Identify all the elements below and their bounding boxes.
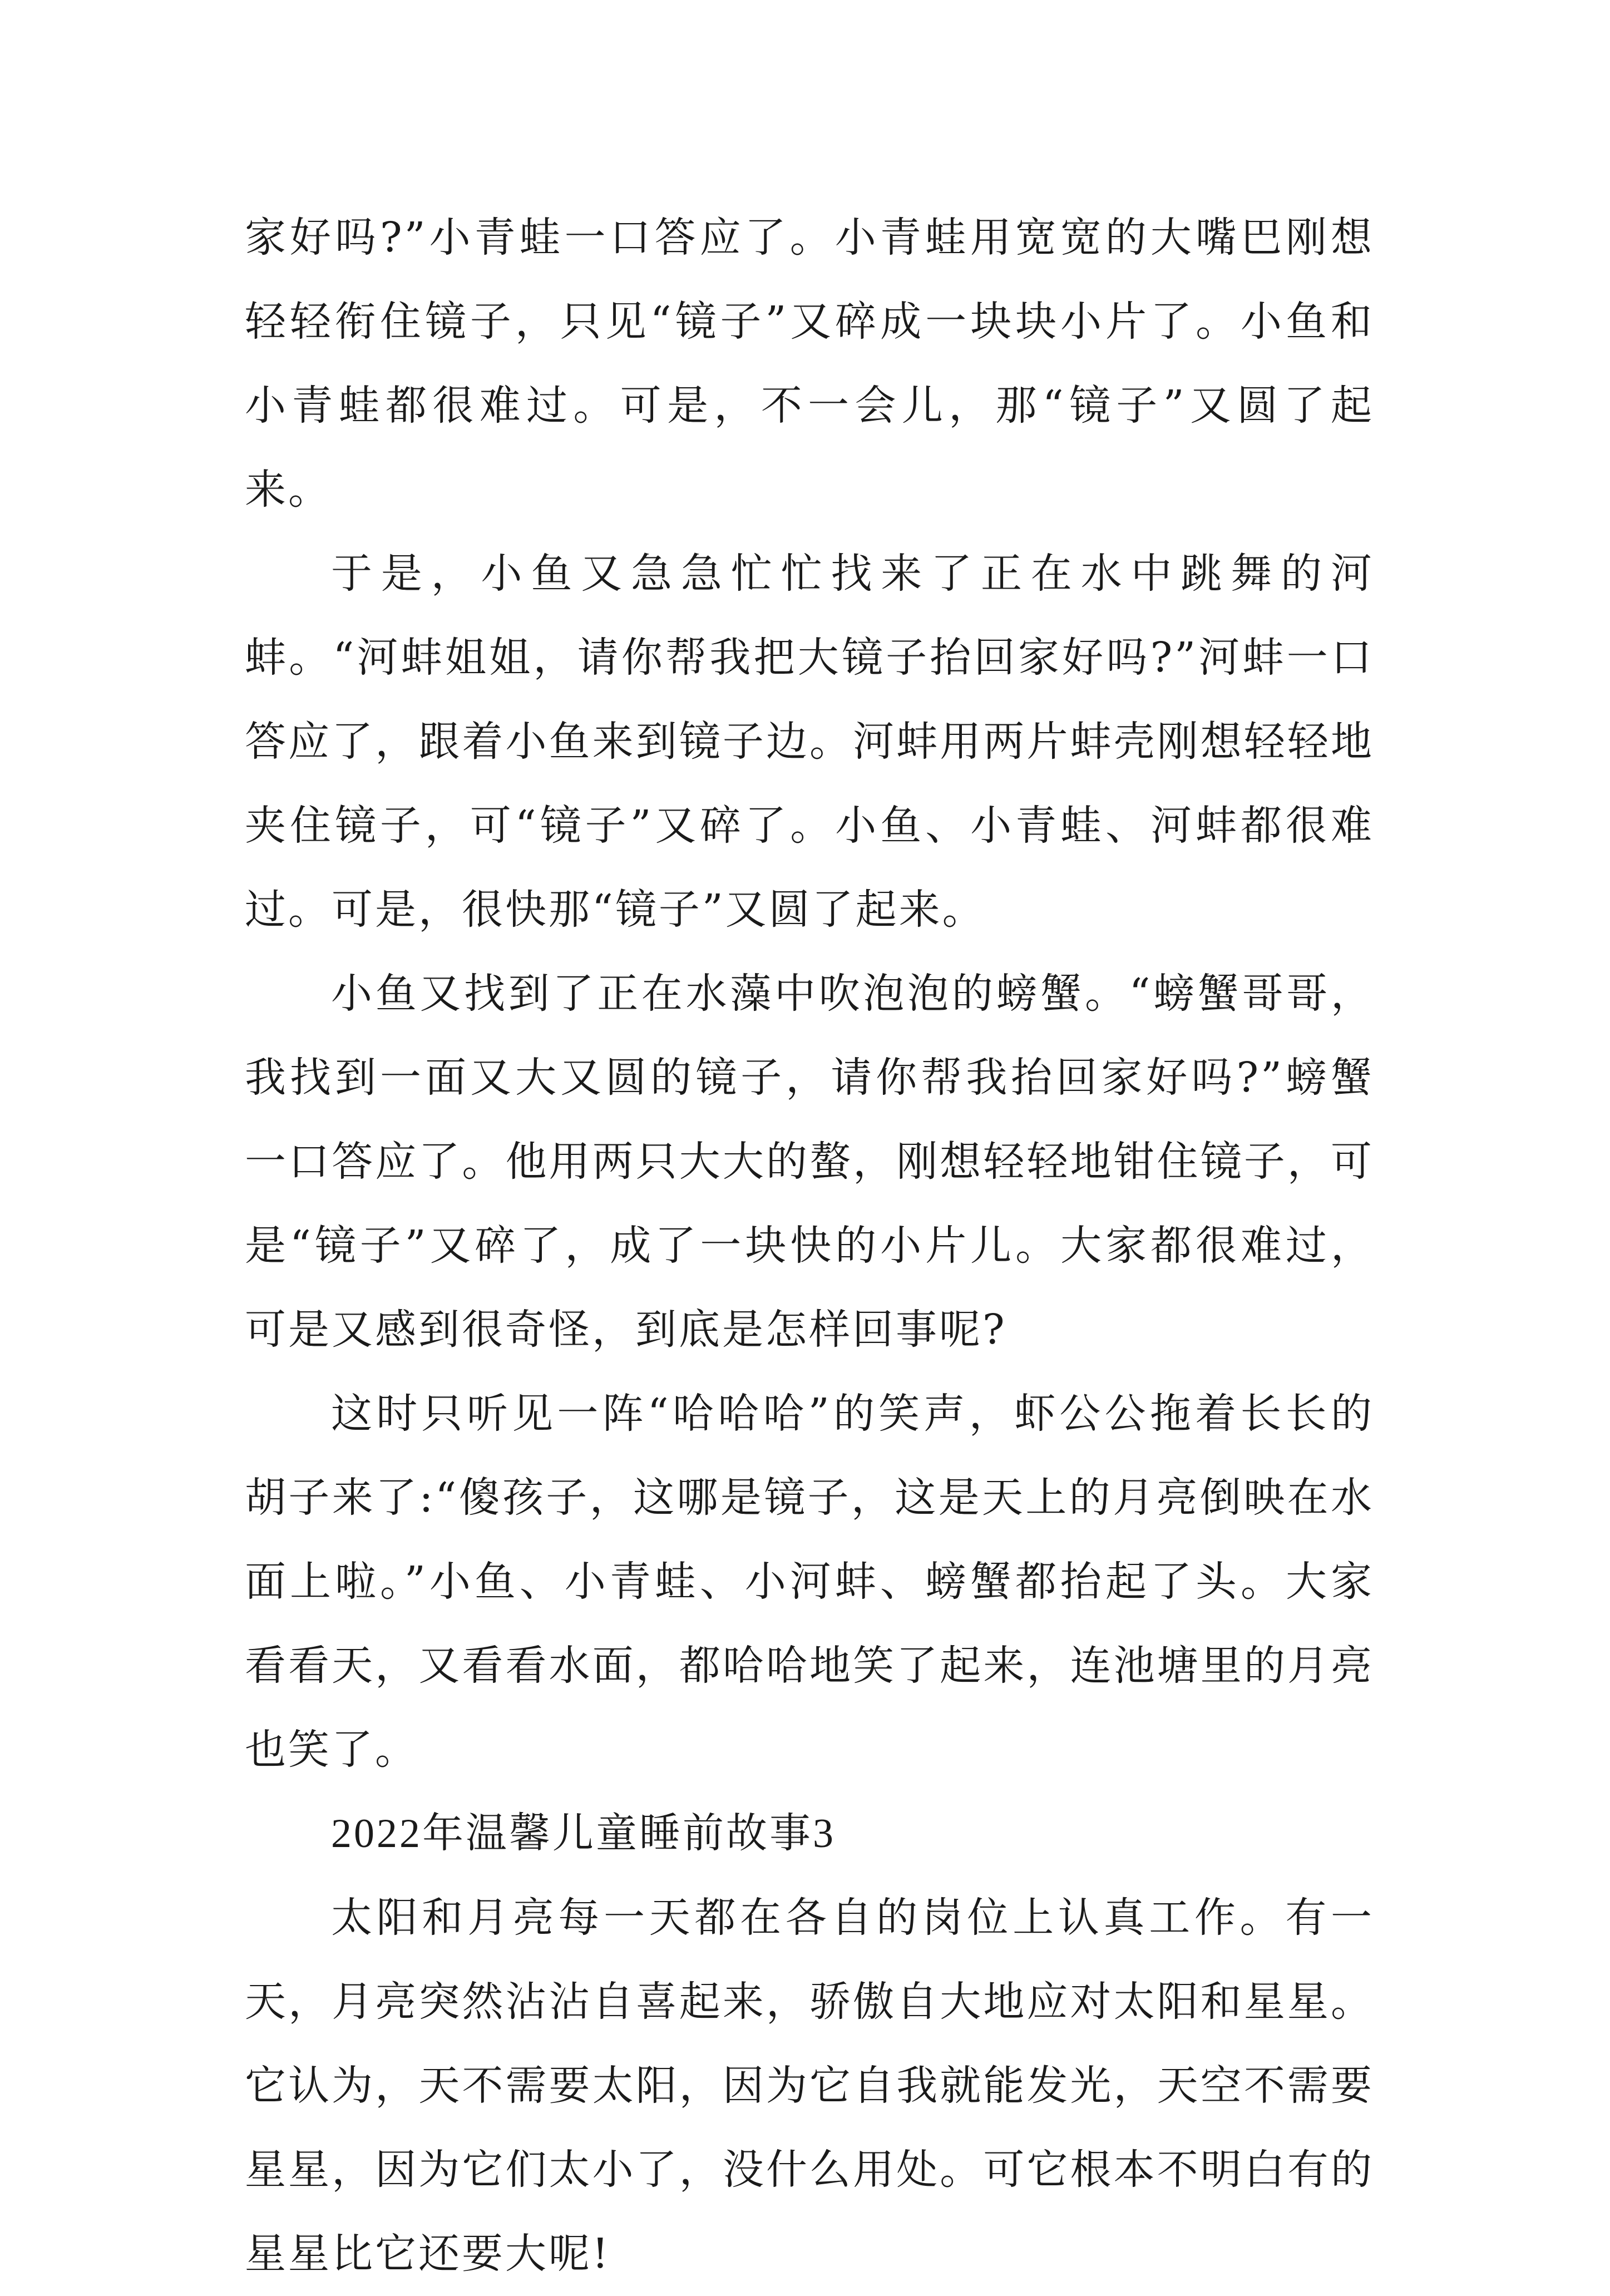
paragraph-1: 家好吗?”小青蛙一口答应了。小青蛙用宽宽的大嘴巴刚想轻轻衔住镜子，只见“镜子”又碎成一块块小片了。小鱼和小青蛙都很难过。可是，不一会儿，那“镜子”又圆了起来。: [245, 214, 1374, 513]
paragraph-5: 太阳和月亮每一天都在各自的岗位上认真工作。有一天，月亮突然沾沾自喜起来，骄傲自大地应对太阳和星星。它认为，天不需要太阳，因为它自我就能发光，天空不需要星星，因为它们太小了，没什么用处。可它根本不明白有的星星比它还要大呢!: [245, 1894, 1374, 2278]
story-heading: 2022年温馨儿童睡前故事3: [331, 1811, 836, 1856]
paragraph-4: 这时只听见一阵“哈哈哈”的笑声，虾公公拖着长长的胡子来了:“傻孩子，这哪是镜子，这是天上的月亮倒映在水面上啦。”小鱼、小青蛙、小河蚌、螃蟹都抬起了头。大家看看天，又看看水面，都哈哈地笑了起来，连池塘里的月亮也笑了。: [245, 1390, 1374, 1774]
paragraph-3: 小鱼又找到了正在水藻中吹泡泡的螃蟹。“螃蟹哥哥，我找到一面又大又圆的镜子，请你帮我抬回家好吗?”螃蟹一口答应了。他用两只大大的螯，刚想轻轻地钳住镜子，可是“镜子”又碎了，成了一块快的小片儿。大家都很难过，可是又感到很奇怪，到底是怎样回事呢?: [245, 970, 1374, 1354]
story-text: [245, 196, 1374, 2296]
paragraph-2: 于是，小鱼又急急忙忙找来了正在水中跳舞的河蚌。“河蚌姐姐，请你帮我把大镜子抬回家好吗?”河蚌一口答应了，跟着小鱼来到镜子边。河蚌用两片蚌壳刚想轻轻地夹住镜子，可“镜子”又碎了。小鱼、小青蛙、河蚌都很难过。可是，很快那“镜子”又圆了起来。: [245, 550, 1374, 934]
